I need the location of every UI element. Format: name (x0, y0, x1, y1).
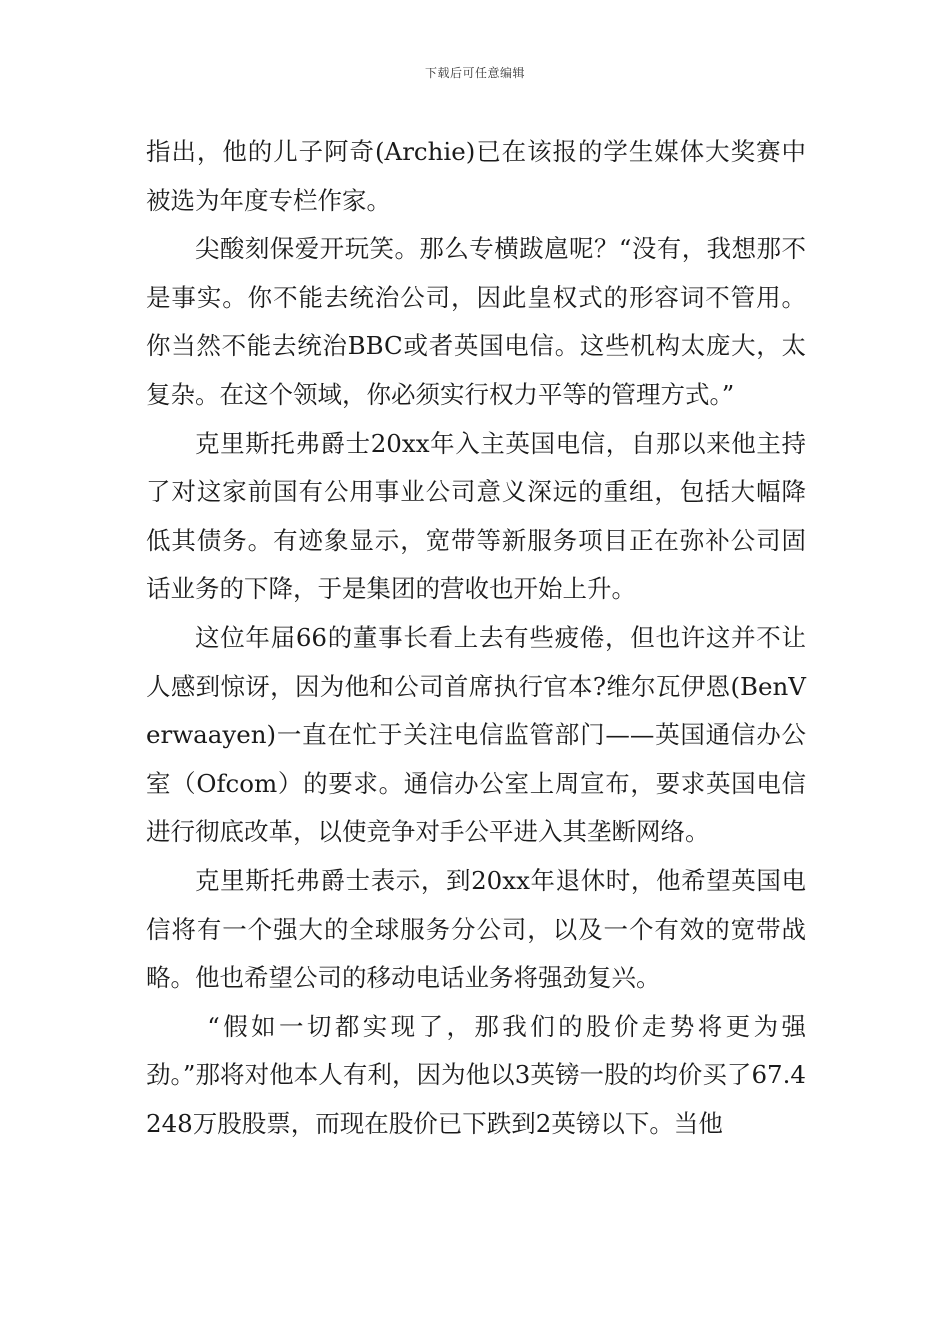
article-body (146, 128, 806, 1148)
paragraph: 克里斯托弗爵士20xx年入主英国电信，自那以来他主持了对这家前国有公用事业公司意义深远的重组，包括大幅降低其债务。有迹象显示，宽带等新服务项目正在弥补公司固话业务的下降，于是集团的营收也开始上升。 (146, 428, 806, 604)
paragraph-continued: 指出，他的儿子阿奇(Archie)已在该报的学生媒体大奖赛中被选为年度专栏作家。 (146, 137, 806, 215)
paragraph: 克里斯托弗爵士表示，到20xx年退休时，他希望英国电信将有一个强大的全球服务分公司，以及一个有效的宽带战略。他也希望公司的移动电话业务将强劲复兴。 (146, 865, 806, 993)
paragraph: 这位年届66的董事长看上去有些疲倦，但也许这并不让人感到惊讶，因为他和公司首席执行官本?维尔瓦伊恩(BenVerwaayen)一直在忙于关注电信监管部门——英国通信办公室（Ofcom）的要求。通信办公室上周宣布，要求英国电信进行彻底改革，以使竞争对手公平进入其垄断网络。 (146, 622, 806, 847)
paragraph: “假如一切都实现了，那我们的股价走势将更为强劲。”那将对他本人有利，因为他以3英镑一股的均价买了67.4248万股股票，而现在股价已下跌到2英镑以下。当他 (146, 1011, 806, 1138)
paragraph: 尖酸刻保爱开玩笑。那么专横跋扈呢？“没有，我想那不是事实。你不能去统治公司，因此皇权式的形容词不管用。你当然不能去统治BBC或者英国电信。这些机构太庞大，太复杂。在这个领域，你必须实行权力平等的管理方式。” (146, 234, 806, 409)
page-header: 下载后可任意编辑 (424, 66, 525, 80)
